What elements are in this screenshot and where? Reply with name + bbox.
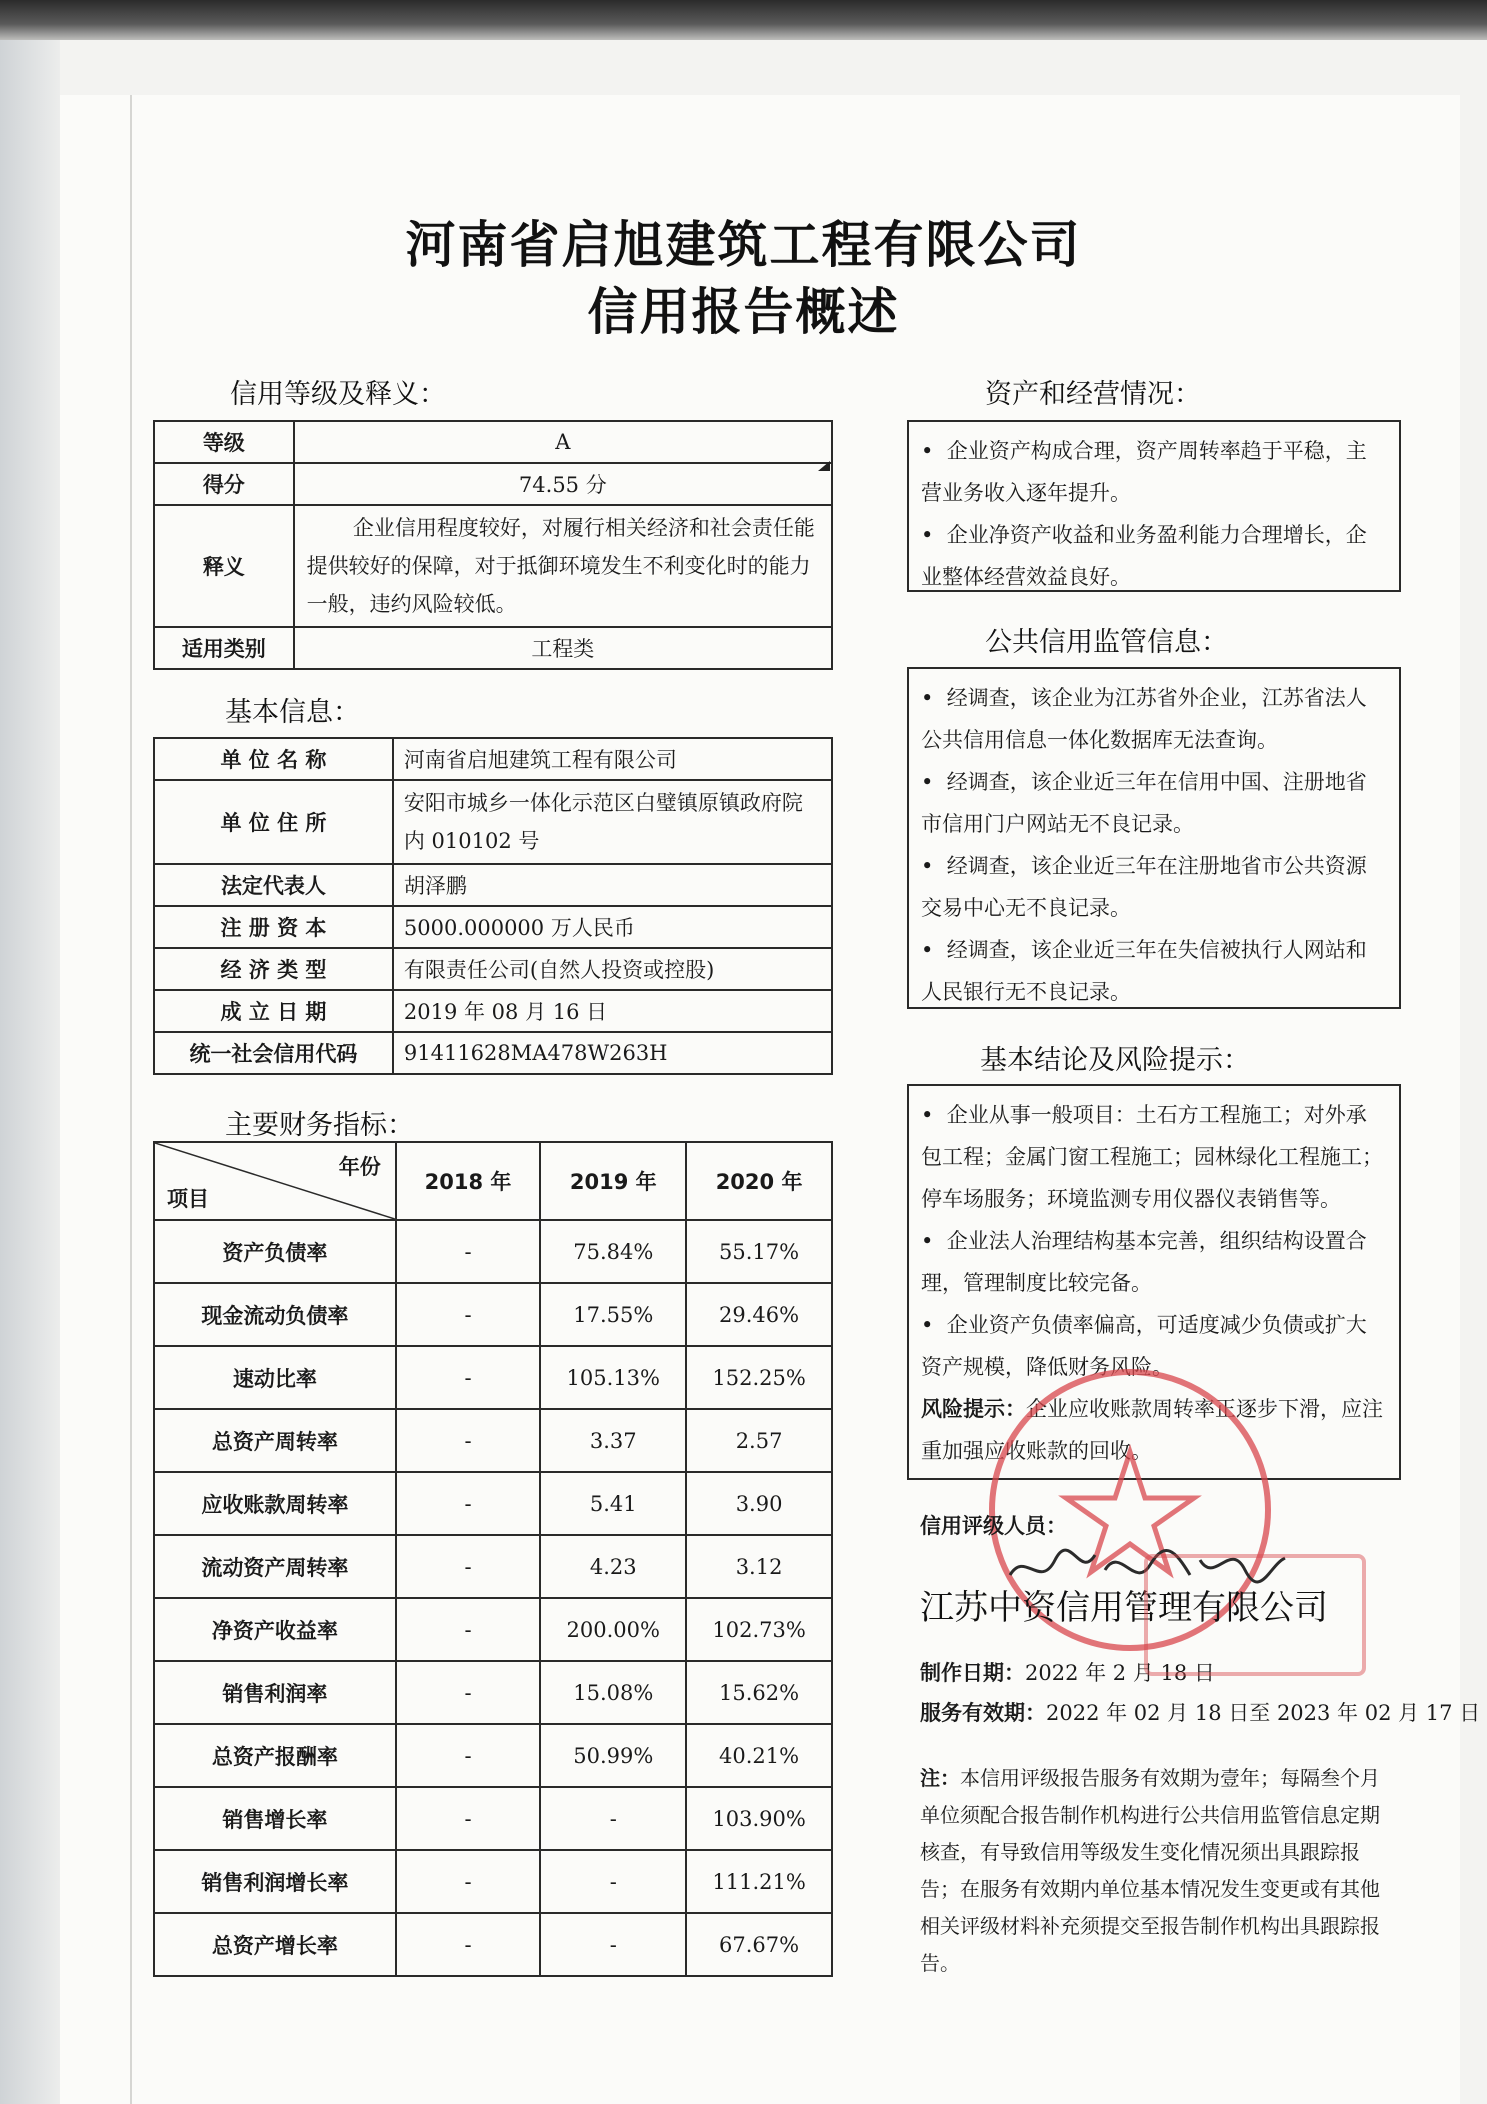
finance-value-2019: -: [540, 1913, 686, 1976]
basic-row: [154, 948, 832, 990]
valid-period: [920, 1697, 1480, 1727]
year-header: 2020 年: [686, 1142, 832, 1220]
finance-row-name: 销售利润增长率: [154, 1850, 396, 1913]
finance-row: [154, 1409, 832, 1472]
finance-value-2018: -: [396, 1724, 541, 1787]
finance-row-name: 资产负债率: [154, 1220, 396, 1283]
credit-row-grade: [154, 421, 832, 463]
corner-item-label: 项目: [167, 1187, 209, 1211]
risk-label: 风险提示：: [921, 1397, 1026, 1421]
finance-value-2020: 111.21%: [686, 1850, 832, 1913]
finance-value-2020: 29.46%: [686, 1283, 832, 1346]
finance-value-2020: 3.12: [686, 1535, 832, 1598]
finance-value-2020: 102.73%: [686, 1598, 832, 1661]
finance-value-2018: -: [396, 1787, 541, 1850]
finance-value-2019: 5.41: [540, 1472, 686, 1535]
basic-row: [154, 738, 832, 780]
finance-row: [154, 1283, 832, 1346]
public-credit-heading: 公共信用监管信息：: [985, 627, 1228, 658]
finance-header-row: [154, 1142, 832, 1220]
valid-period-label: 服务有效期：: [920, 1701, 1046, 1725]
assets-box: [907, 420, 1401, 592]
conclusion-item: • 企业法人治理结构基本完善，组织结构设置合理，管理制度比较完备。: [921, 1229, 1367, 1295]
finance-row: [154, 1472, 832, 1535]
finance-row-name: 总资产周转率: [154, 1409, 396, 1472]
credit-table: [153, 420, 833, 670]
finance-value-2019: 15.08%: [540, 1661, 686, 1724]
basic-value: 2019 年 08 月 16 日: [393, 990, 832, 1032]
credit-score-value: 74.55 分: [294, 463, 832, 505]
finance-value-2018: -: [396, 1220, 541, 1283]
basic-row: [154, 864, 832, 906]
finance-row-name: 速动比率: [154, 1346, 396, 1409]
basic-row: [154, 990, 832, 1032]
finance-value-2018: -: [396, 1409, 541, 1472]
conclusion-heading: 基本结论及风险提示：: [980, 1045, 1250, 1076]
finance-table: [153, 1141, 833, 1977]
credit-heading: 信用等级及释义：: [230, 379, 446, 410]
credit-label: 释义: [154, 505, 294, 627]
finance-value-2020: 40.21%: [686, 1724, 832, 1787]
issuer-company: 江苏中资信用管理有限公司: [920, 1588, 1328, 1628]
finance-value-2018: -: [396, 1661, 541, 1724]
finance-value-2020: 2.57: [686, 1409, 832, 1472]
basic-heading: 基本信息：: [225, 697, 360, 728]
credit-label: 得分: [154, 463, 294, 505]
finance-value-2019: 50.99%: [540, 1724, 686, 1787]
finance-row-name: 销售利润率: [154, 1661, 396, 1724]
finance-row-name: 现金流动负债率: [154, 1283, 396, 1346]
credit-label: 适用类别: [154, 627, 294, 669]
finance-value-2018: -: [396, 1598, 541, 1661]
basic-label: 统一社会信用代码: [154, 1032, 393, 1074]
finance-value-2019: 75.84%: [540, 1220, 686, 1283]
note-label: 注：: [920, 1766, 960, 1790]
finance-row: [154, 1913, 832, 1976]
finance-value-2019: 17.55%: [540, 1283, 686, 1346]
finance-row: [154, 1346, 832, 1409]
finance-value-2020: 15.62%: [686, 1661, 832, 1724]
scan-edge-left: [0, 40, 60, 2104]
basic-value: 有限责任公司(自然人投资或控股): [393, 948, 832, 990]
public-credit-item: • 经调查，该企业为江苏省外企业，江苏省法人公共信用信息一体化数据库无法查询。: [921, 686, 1367, 752]
finance-corner-cell: [154, 1142, 396, 1220]
page-fold-line: [130, 95, 132, 2104]
public-credit-box: [907, 667, 1401, 1009]
scan-edge-top: [0, 0, 1487, 40]
credit-row-definition: [154, 505, 832, 627]
finance-value-2018: -: [396, 1850, 541, 1913]
basic-label: 注 册 资 本: [154, 906, 393, 948]
finance-value-2019: -: [540, 1787, 686, 1850]
public-credit-item: • 经调查，该企业近三年在注册地省市公共资源交易中心无不良记录。: [921, 854, 1367, 920]
basic-info-table: [153, 737, 833, 1075]
credit-label: 等级: [154, 421, 294, 463]
basic-label: 经 济 类 型: [154, 948, 393, 990]
basic-row: [154, 780, 832, 864]
rater-label: 信用评级人员：: [920, 1514, 1067, 1538]
document-subtitle: 信用报告概述: [587, 283, 900, 341]
basic-value: 安阳市城乡一体化示范区白璧镇原镇政府院内 010102 号: [393, 780, 832, 864]
assets-item: • 企业净资产收益和业务盈利能力合理增长，企业整体经营效益良好。: [921, 523, 1367, 589]
finance-row: [154, 1850, 832, 1913]
finance-row: [154, 1724, 832, 1787]
basic-value: 胡泽鹏: [393, 864, 832, 906]
finance-value-2020: 67.67%: [686, 1913, 832, 1976]
finance-row-name: 流动资产周转率: [154, 1535, 396, 1598]
assets-heading: 资产和经营情况：: [985, 379, 1201, 410]
basic-label: 单 位 住 所: [154, 780, 393, 864]
finance-value-2020: 152.25%: [686, 1346, 832, 1409]
basic-value: 5000.000000 万人民币: [393, 906, 832, 948]
finance-value-2020: 3.90: [686, 1472, 832, 1535]
finance-value-2018: -: [396, 1535, 541, 1598]
year-header: 2018 年: [396, 1142, 541, 1220]
finance-value-2019: 200.00%: [540, 1598, 686, 1661]
finance-row: [154, 1598, 832, 1661]
credit-category-value: 工程类: [294, 627, 832, 669]
registration-seal-icon: [1140, 1550, 1370, 1680]
finance-value-2019: 3.37: [540, 1409, 686, 1472]
risk-text: 企业应收账款周转率正逐步下滑，应注重加强应收账款的回收。: [921, 1397, 1383, 1463]
finance-row-name: 销售增长率: [154, 1787, 396, 1850]
finance-row: [154, 1661, 832, 1724]
finance-value-2020: 103.90%: [686, 1787, 832, 1850]
year-header: 2019 年: [540, 1142, 686, 1220]
credit-definition-value: 企业信用程度较好，对履行相关经济和社会责任能提供较好的保障，对于抵御环境发生不利变化时的能力一般，违约风险较低。: [294, 505, 832, 627]
footnote: [920, 1760, 1380, 1982]
finance-value-2018: -: [396, 1283, 541, 1346]
finance-row: [154, 1220, 832, 1283]
basic-value: 91411628MA478W263H: [393, 1032, 832, 1074]
finance-row-name: 总资产增长率: [154, 1913, 396, 1976]
basic-label: 单 位 名 称: [154, 738, 393, 780]
conclusion-item: • 企业从事一般项目：土石方工程施工；对外承包工程；金属门窗工程施工；园林绿化工程施工；停车场服务；环境监测专用仪器仪表销售等。: [921, 1103, 1383, 1211]
finance-row: [154, 1787, 832, 1850]
finance-value-2018: -: [396, 1472, 541, 1535]
finance-heading: 主要财务指标：: [225, 1110, 414, 1141]
finance-value-2018: -: [396, 1346, 541, 1409]
finance-row: [154, 1535, 832, 1598]
finance-value-2020: 55.17%: [686, 1220, 832, 1283]
basic-label: 成 立 日 期: [154, 990, 393, 1032]
made-date-value: 2022 年 2 月 18 日: [1025, 1661, 1215, 1685]
finance-value-2018: -: [396, 1913, 541, 1976]
made-date-label: 制作日期：: [920, 1661, 1025, 1685]
finance-value-2019: -: [540, 1850, 686, 1913]
note-text: 本信用评级报告服务有效期为壹年；每隔叁个月单位须配合报告制作机构进行公共信用监管信息定期核查，有导致信用等级发生变化情况须出具跟踪报告；在服务有效期内单位基本情况发生变更或有其他相关评级材料补充须提交至报告制作机构出具跟踪报告。: [920, 1766, 1380, 1975]
finance-value-2019: 4.23: [540, 1535, 686, 1598]
document-title: 河南省启旭建筑工程有限公司: [405, 216, 1082, 274]
assets-item: • 企业资产构成合理，资产周转率趋于平稳，主营业务收入逐年提升。: [921, 439, 1367, 505]
basic-row: [154, 1032, 832, 1074]
credit-row-category: [154, 627, 832, 669]
basic-value: 河南省启旭建筑工程有限公司: [393, 738, 832, 780]
public-credit-item: • 经调查，该企业近三年在信用中国、注册地省市信用门户网站无不良记录。: [921, 770, 1367, 836]
finance-row-name: 净资产收益率: [154, 1598, 396, 1661]
finance-row-name: 总资产报酬率: [154, 1724, 396, 1787]
margin-mark-icon: [818, 461, 830, 471]
conclusion-item: • 企业资产负债率偏高，可适度减少负债或扩大资产规模，降低财务风险。: [921, 1313, 1367, 1379]
valid-period-value: 2022 年 02 月 18 日至 2023 年 02 月 17 日: [1046, 1701, 1481, 1725]
corner-year-label: 年份: [338, 1155, 381, 1179]
basic-label: 法定代表人: [154, 864, 393, 906]
basic-row: [154, 906, 832, 948]
finance-value-2019: 105.13%: [540, 1346, 686, 1409]
credit-row-score: [154, 463, 832, 505]
public-credit-item: • 经调查，该企业近三年在失信被执行人网站和人民银行无不良记录。: [921, 938, 1367, 1004]
credit-grade-value: A: [294, 421, 832, 463]
finance-row-name: 应收账款周转率: [154, 1472, 396, 1535]
